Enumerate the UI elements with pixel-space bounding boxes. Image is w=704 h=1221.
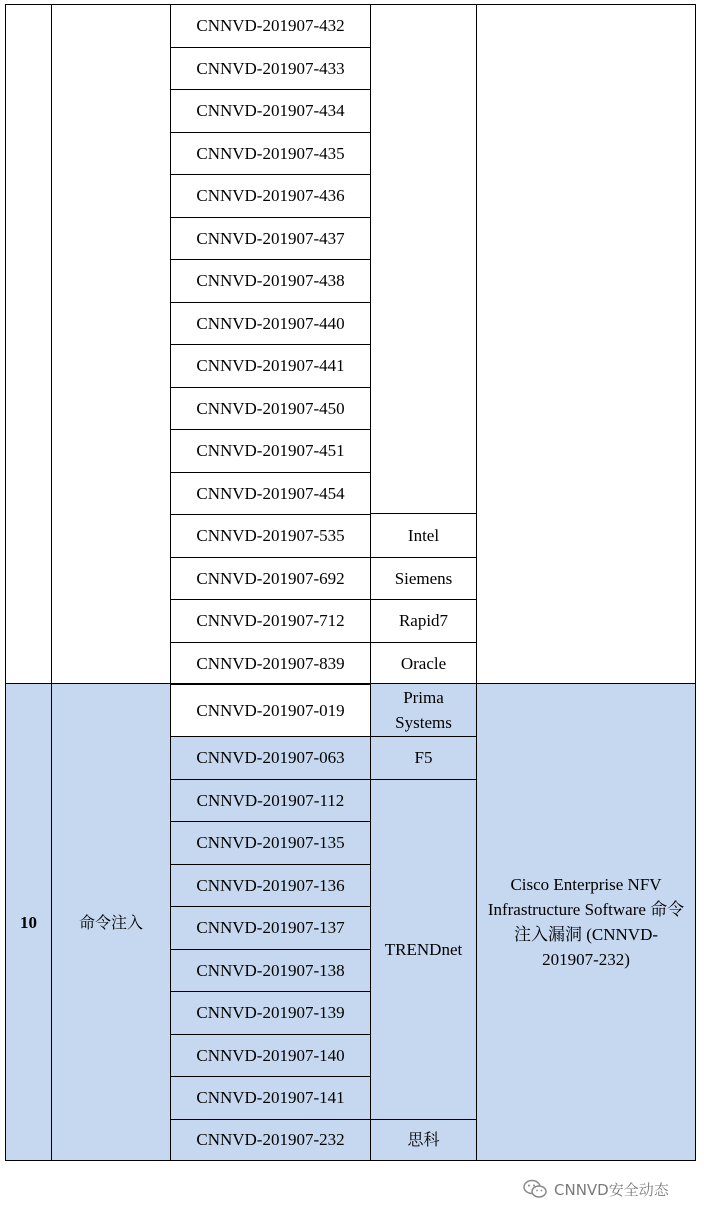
top-index-cell	[5, 4, 52, 684]
cve-id-cell: CNNVD-201907-433	[170, 47, 371, 91]
cve-id-cell: CNNVD-201907-692	[170, 557, 371, 601]
cve-id-cell: CNNVD-201907-137	[170, 906, 371, 950]
vendor-cell: F5	[370, 736, 477, 780]
cve-id-cell: CNNVD-201907-441	[170, 344, 371, 388]
cve-id-cell: CNNVD-201907-451	[170, 429, 371, 473]
watermark	[522, 1176, 669, 1202]
top-type-cell	[51, 4, 171, 684]
cve-id-cell: CNNVD-201907-136	[170, 864, 371, 908]
cve-id-cell: CNNVD-201907-112	[170, 779, 371, 823]
cve-id-cell: CNNVD-201907-138	[170, 949, 371, 993]
cve-id-cell: CNNVD-201907-438	[170, 259, 371, 303]
cve-id-cell: CNNVD-201907-450	[170, 387, 371, 431]
watermark-text: CNNVD安全动态	[554, 1180, 669, 1199]
cve-id-cell: CNNVD-201907-139	[170, 991, 371, 1035]
vendor-cell: Rapid7	[370, 599, 477, 643]
wechat-icon	[522, 1179, 548, 1199]
vendor-cell: 思科	[370, 1119, 477, 1162]
cve-id-cell: CNNVD-201907-440	[170, 302, 371, 346]
cve-id-cell: CNNVD-201907-063	[170, 736, 371, 780]
top-vendor-blank-cell	[370, 4, 477, 514]
vendor-cell: Prima Systems	[370, 683, 477, 737]
cve-id-cell: CNNVD-201907-140	[170, 1034, 371, 1078]
cve-id-cell: CNNVD-201907-454	[170, 472, 371, 516]
cve-id-cell: CNNVD-201907-019	[170, 683, 371, 737]
cve-id-cell: CNNVD-201907-712	[170, 599, 371, 643]
vendor-cell: Siemens	[370, 557, 477, 601]
cve-id-cell: CNNVD-201907-135	[170, 821, 371, 865]
vendor-cell: Oracle	[370, 642, 477, 685]
vendor-cell: TRENDnet	[370, 779, 477, 1120]
cve-id-cell: CNNVD-201907-232	[170, 1119, 371, 1162]
cve-id-cell: CNNVD-201907-535	[170, 514, 371, 558]
vendor-cell: Intel	[370, 513, 477, 558]
cve-id-cell: CNNVD-201907-435	[170, 132, 371, 176]
cve-id-cell: CNNVD-201907-432	[170, 4, 371, 48]
row-index-cell: 10	[5, 683, 52, 1161]
cve-id-cell: CNNVD-201907-436	[170, 174, 371, 218]
cve-id-cell: CNNVD-201907-434	[170, 89, 371, 133]
cve-id-cell: CNNVD-201907-141	[170, 1076, 371, 1120]
vuln-type-cell: 命令注入	[51, 683, 171, 1161]
cve-id-cell: CNNVD-201907-437	[170, 217, 371, 261]
cve-id-cell: CNNVD-201907-839	[170, 642, 371, 685]
featured-vulnerability-cell: Cisco Enterprise NFV Infrastructure Software 命令注入漏洞 (CNNVD-201907-232)	[476, 683, 696, 1161]
top-featured-cell	[476, 4, 696, 684]
